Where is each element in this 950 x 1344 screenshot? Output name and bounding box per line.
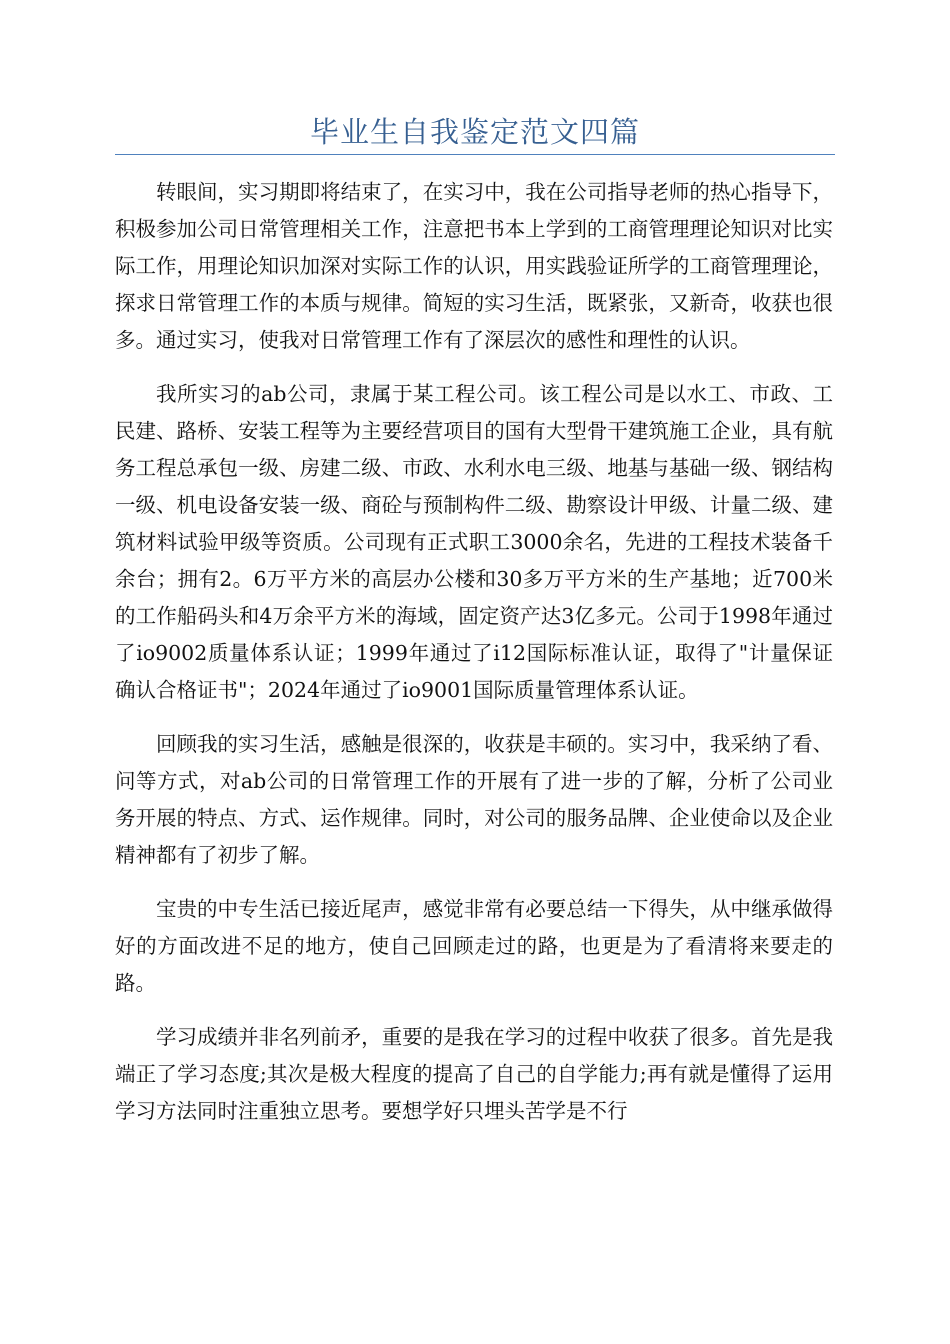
title-underline [115, 154, 835, 155]
paragraph-company-profile: 我所实习的ab公司，隶属于某工程公司。该工程公司是以水工、市政、工民建、路桥、安装工程等为主要经营项目的国有大型骨干建筑施工企业，具有航务工程总承包一级、房建二级、市政、水利水电三级、地基与基础一级、钢结构一级、机电设备安装一级、商砼与预制构件二级、勘察设计甲级、计量二级、建筑材料试验甲级等资质。公司现有正式职工3000余名，先进的工程技术装备千余台；拥有2。6万平方米的高层办公楼和30多万平方米的生产基地；近700米的工作船码头和4万余平方米的海域，固定资产达3亿多元。公司于1998年通过了io9002质量体系认证；1999年通过了i12国际标准认证，取得了"计量保证确认合格证书"；2024年通过了io9001国际质量管理体系认证。 [115, 382, 833, 702]
document-body [115, 174, 833, 1147]
paragraph-internship-review: 回顾我的实习生活，感触是很深的，收获是丰硕的。实习中，我采纳了看、问等方式，对ab公司的日常管理工作的开展有了进一步的了解，分析了公司业务开展的特点、方式、运作规律。同时，对公司的服务品牌、企业使命以及企业精神都有了初步了解。 [115, 732, 833, 867]
paragraph-internship-intro: 转眼间，实习期即将结束了，在实习中，我在公司指导老师的热心指导下，积极参加公司日常管理相关工作，注意把书本上学到的工商管理理论知识对比实际工作，用理论知识加深对实际工作的认识，用实践验证所学的工商管理理论，探求日常管理工作的本质与规律。简短的实习生活，既紧张，又新奇，收获也很多。通过实习，使我对日常管理工作有了深层次的感性和理性的认识。 [115, 180, 833, 352]
document-title: 毕业生自我鉴定范文四篇 [309, 115, 640, 149]
paragraph-study-results: 学习成绩并非名列前矛，重要的是我在学习的过程中收获了很多。首先是我端正了学习态度;其次是极大程度的提高了自己的自学能力;再有就是懂得了运用学习方法同时注重独立思考。要想学好只埋头苦学是不行 [115, 1025, 833, 1123]
paragraph-school-life: 宝贵的中专生活已接近尾声，感觉非常有必要总结一下得失，从中继承做得好的方面改进不足的地方，使自己回顾走过的路，也更是为了看清将来要走的路。 [115, 897, 833, 995]
